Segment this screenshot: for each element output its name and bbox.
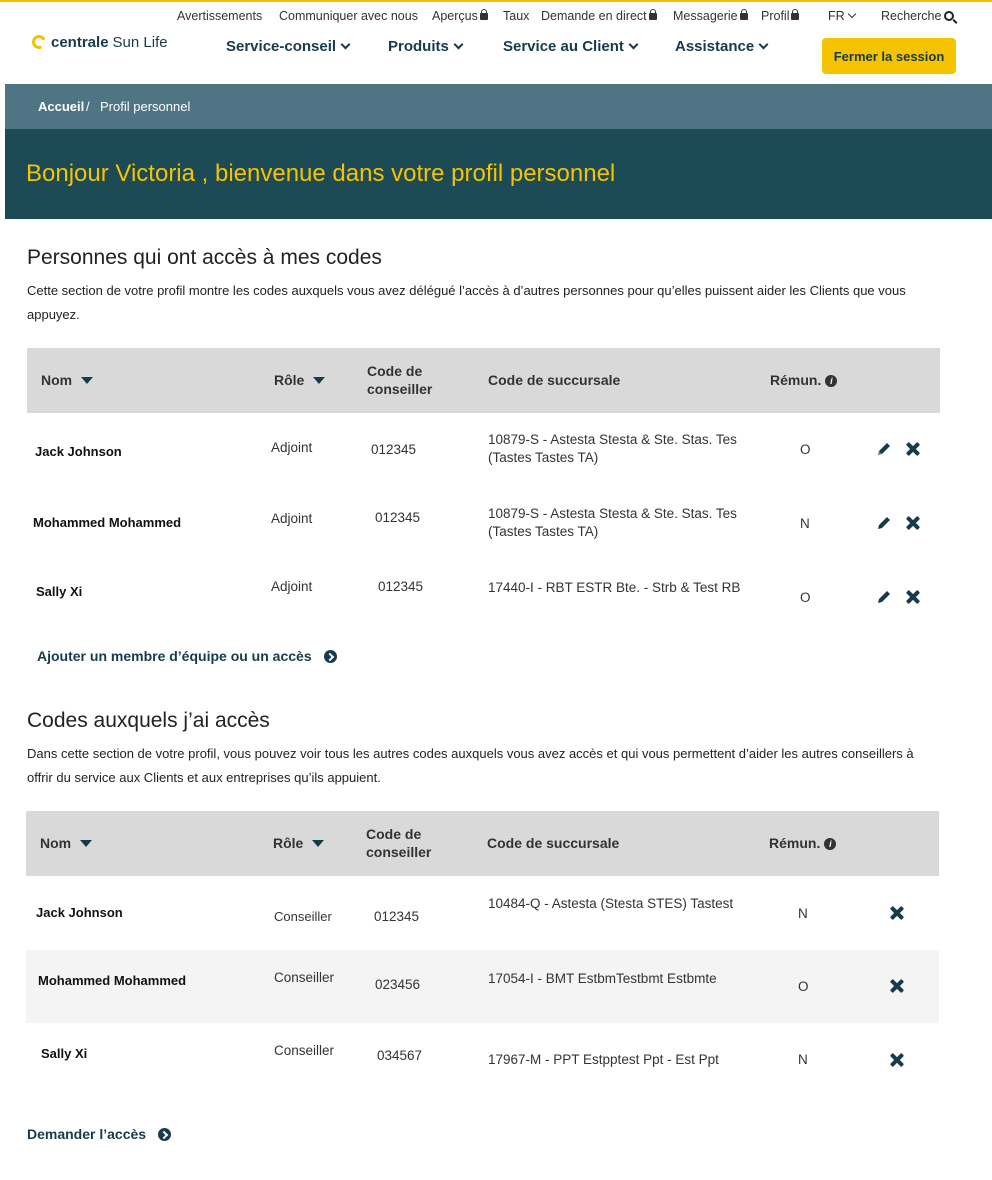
row-advisor-code: 012345 [371,442,417,457]
table-row [27,559,940,633]
pencil-icon[interactable] [876,589,892,605]
chevron-down-icon [341,40,351,50]
row-remuneration: N [798,906,808,921]
section-description-delegated: Cette section de votre profil montre les codes auxquels vous avez délégué l’accès à d’autres personnes pour qu’elles puissent aider les Clients que vous appuyez. [27,283,906,322]
language-selector[interactable]: FR [828,9,855,23]
util-link-messagerie[interactable]: Messagerie [673,9,748,23]
page-title: Bonjour Victoria , bienvenue dans votre profil personnel [26,160,616,187]
nav-produits[interactable]: Produits [388,38,462,55]
table-row [26,1023,939,1097]
top-accent-line [0,0,992,2]
row-role: Conseiller [274,1043,335,1058]
lock-icon [649,13,657,20]
util-link-demande-direct[interactable]: Demande en direct [541,9,657,23]
delete-icon[interactable] [906,590,920,604]
utility-nav [0,9,992,25]
row-name: Jack Johnson [36,905,123,920]
add-team-member-link[interactable]: Ajouter un membre d’équipe ou un accès [37,648,337,664]
pencil-icon[interactable] [876,515,892,531]
row-role: Adjoint [271,579,313,594]
search-icon [944,11,954,21]
pencil-icon[interactable] [876,441,892,457]
table-row [27,487,940,559]
row-role: Conseiller [274,970,335,985]
table-header [27,348,940,413]
row-remuneration: N [798,1052,808,1067]
table-row [26,950,939,1023]
util-link-contact[interactable]: Communiquer avec nous [279,9,418,23]
row-branch-code: 17440-I - RBT ESTR Bte. - Strb & Test RB [488,580,741,595]
arrow-right-circle-icon [324,650,337,663]
hero-banner [5,129,992,219]
chevron-down-icon [453,40,463,50]
row-remuneration: O [800,442,811,457]
row-advisor-code: 034567 [377,1048,423,1063]
row-name: Sally Xi [41,1046,88,1061]
row-branch-code: 10484-Q - Astesta (Stesta STES) Tastest [488,896,734,911]
column-header-remuneration: Rémun. i [770,371,837,389]
info-icon[interactable]: i [824,838,836,850]
chevron-down-icon [628,40,638,50]
column-header-advisor-code: Code de conseiller [366,826,432,860]
section-title-my-access: Codes auxquels j’ai accès [27,709,270,732]
row-branch-code: 17054-I - BMT EstbmTestbmt Estbmte [488,971,717,986]
column-header-role[interactable]: Rôle [274,371,325,389]
row-advisor-code: 012345 [378,579,424,594]
section-description-my-access: Dans cette section de votre profil, vous pouvez voir tous les autres codes auxquels vous avez accès et qui vous permettent d’aider les autres conseillers à offrir du service aux Clients et aux entreprises qu’ils appuient. [27,746,914,785]
delete-icon[interactable] [890,1053,904,1067]
request-access-link[interactable]: Demander l’accès [27,1126,171,1142]
column-header-name[interactable]: Nom [41,371,93,389]
chevron-down-icon [847,10,855,18]
delete-icon[interactable] [890,979,904,993]
row-branch-code: 10879-S - Astesta Stesta & Ste. Stas. Tes (Tastes Tastes TA) [488,506,737,539]
row-branch-code: 10879-S - Astesta Stesta & Ste. Stas. Tes (Tastes Tastes TA) [488,432,737,465]
table-row [26,876,939,950]
breadcrumb [5,84,992,129]
row-role: Adjoint [271,440,313,455]
util-link-profil[interactable]: Profil [761,9,799,23]
column-header-remuneration: Rémun. i [769,834,836,852]
column-header-branch-code: Code de succursale [487,835,620,851]
nav-assistance[interactable]: Assistance [675,38,767,55]
row-advisor-code: 012345 [375,510,421,525]
row-name: Mohammed Mohammed [33,515,182,530]
row-advisor-code: 023456 [375,977,421,992]
delete-icon[interactable] [906,442,920,456]
table-row [27,413,940,487]
row-remuneration: O [800,590,811,605]
lock-icon [740,13,748,20]
row-remuneration: N [800,516,810,531]
breadcrumb-separator: / [86,99,90,114]
lock-icon [480,13,488,20]
util-link-apercus[interactable]: Aperçus [432,9,488,23]
sort-down-icon [313,377,325,384]
breadcrumb-home-link[interactable]: Accueil [38,99,85,114]
column-header-role[interactable]: Rôle [273,834,324,852]
nav-service-conseil[interactable]: Service-conseil [226,38,349,55]
row-name: Sally Xi [36,584,83,599]
util-link-taux[interactable]: Taux [503,9,530,23]
delete-icon[interactable] [906,516,920,530]
row-role: Conseiller [274,909,332,924]
column-header-branch-code: Code de succursale [488,372,621,388]
sort-down-icon [312,840,324,847]
logo-text-regular: Sun Life [112,33,168,51]
logout-button[interactable]: Fermer la session [822,38,956,74]
chevron-down-icon [759,40,769,50]
column-header-name[interactable]: Nom [40,834,92,852]
table-header [26,811,939,876]
lock-icon [791,13,799,20]
sort-down-icon [80,840,92,847]
info-icon[interactable]: i [825,375,837,387]
sort-down-icon [81,377,93,384]
column-header-advisor-code: Code de conseiller [367,363,433,397]
breadcrumb-current: Profil personnel [100,99,191,114]
nav-service-client[interactable]: Service au Client [503,38,637,55]
logo-text-bold: centrale [51,33,109,51]
search-button[interactable]: Recherche [881,9,954,23]
delete-icon[interactable] [890,906,904,920]
row-branch-code: 17967-M - PPT Estpptest Ppt - Est Ppt [488,1052,719,1067]
arrow-right-circle-icon [158,1128,171,1141]
row-role: Adjoint [271,511,313,526]
section-title-delegated: Personnes qui ont accès à mes codes [27,246,382,269]
row-name: Mohammed Mohammed [38,973,187,988]
util-link-avertissements[interactable]: Avertissements [177,9,263,23]
row-advisor-code: 012345 [374,909,420,924]
row-remuneration: O [798,979,809,994]
row-name: Jack Johnson [35,444,122,459]
